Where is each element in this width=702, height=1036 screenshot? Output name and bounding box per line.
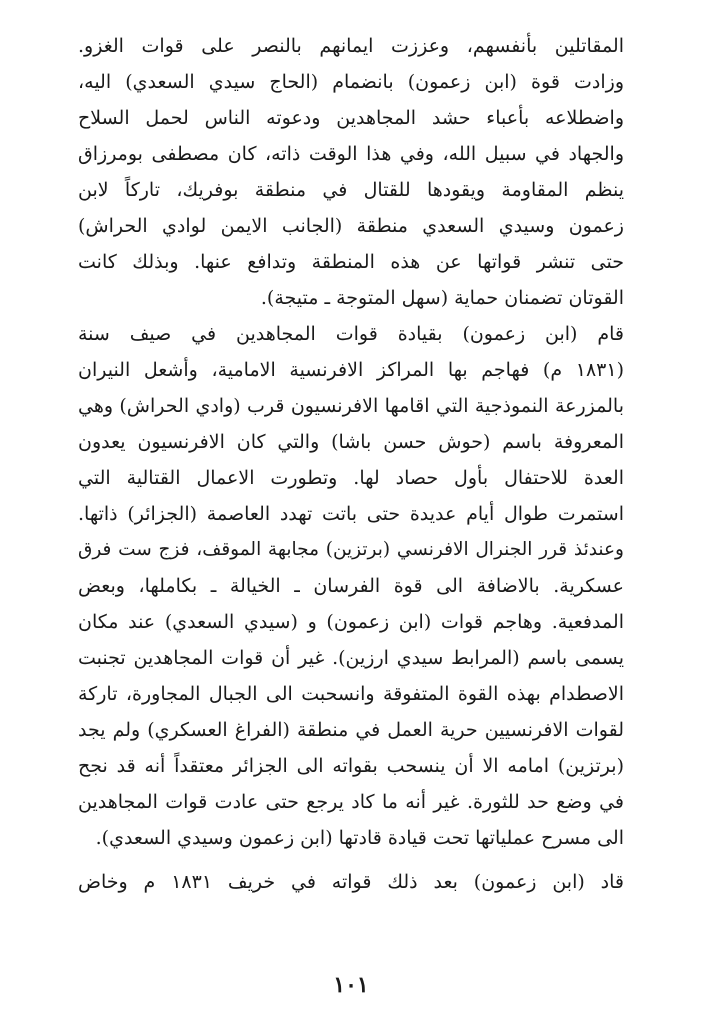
text-line: عسكرية. بالاضافة الى قوة الفرسان ـ الخيالة ـ بكاملها، وبعض — [78, 575, 624, 597]
text-line: وعندئذ قرر الجنرال الافرنسي (برتزين) مجابهة الموقف، فزج ست فرق — [78, 539, 624, 560]
text-line: حتى تنشر قواتها عن هذه المنطقة وتدافع عنها. وبذلك كانت — [78, 251, 624, 273]
paragraph-spacer — [78, 856, 624, 864]
text-line: قام (ابن زعمون) بقيادة قوات المجاهدين في صيف سنة — [78, 323, 624, 345]
text-line: المقاتلين بأنفسهم، وعززت ايمانهم بالنصر على قوات الغزو. — [78, 35, 624, 57]
text-line: المدفعية. وهاجم قوات (ابن زعمون) و (سيدي السعدي) عند مكان — [78, 611, 624, 633]
text-line: يسمى باسم (المرابط سيدي ارزين). غير أن قوات المجاهدين تجنبت — [78, 647, 624, 669]
text-line: بالمزرعة النموذجية التي اقامها الافرنسيون قرب (وادي الحراش) وهي — [78, 395, 624, 417]
text-line: الى مسرح عملياتها تحت قيادة قادتها (ابن زعمون وسيدي السعدي). — [95, 827, 624, 849]
text-line: الاصطدام بهذه القوة المتفوقة وانسحبت الى الجبال المجاورة، تاركة — [78, 683, 624, 705]
text-line: (برتزين) امامه الا أن ينسحب بقواته الى الجزائر معتقداً أنه قد نجح — [78, 755, 624, 777]
text-line: ينظم المقاومة ويقودها للقتال في منطقة بوفريك، تاركاً لابن — [78, 179, 624, 201]
text-line: القوتان تضمنان حماية (سهل المتوجة ـ متيجة). — [260, 287, 624, 309]
paragraph-3 — [78, 864, 624, 900]
text-line: في وضع حد للثورة. غير أنه ما كاد يرجع حتى عادت قوات المجاهدين — [78, 791, 624, 813]
text-line: المعروفة باسم (حوش حسن باشا) والتي كان الافرنسيون يعدون — [78, 431, 624, 453]
text-line: قاد (ابن زعمون) بعد ذلك قواته في خريف ١٨٣١ م وخاض — [78, 871, 624, 893]
paragraph-1 — [78, 28, 624, 316]
body-text — [78, 28, 624, 900]
page-number: ١٠١ — [333, 972, 369, 998]
text-line: لقوات الافرنسيين حرية العمل في منطقة (الفراغ العسكري) ولم يجد — [78, 719, 624, 741]
text-line: (١٨٣١ م) فهاجم بها المراكز الافرنسية الامامية، وأشعل النيران — [78, 359, 624, 381]
text-line: والجهاد في سبيل الله، وفي هذا الوقت ذاته، كان مصطفى بومرزاق — [78, 143, 624, 165]
text-line: استمرت طوال أيام عديدة حتى باتت تهدد العاصمة (الجزائر) ذاتها. — [78, 503, 624, 525]
text-line: واضطلاعه بأعباء حشد المجاهدين ودعوته الناس لحمل السلاح — [78, 107, 624, 129]
text-line: زعمون وسيدي السعدي منطقة (الجانب الايمن لوادي الحراش) — [78, 215, 624, 237]
text-line: وزادت قوة (ابن زعمون) بانضمام (الحاج سيدي السعدي) اليه، — [78, 71, 624, 93]
text-line: العدة للاحتفال بأول حصاد لها. وتطورت الاعمال القتالية التي — [78, 467, 624, 489]
paragraph-2 — [78, 316, 624, 856]
